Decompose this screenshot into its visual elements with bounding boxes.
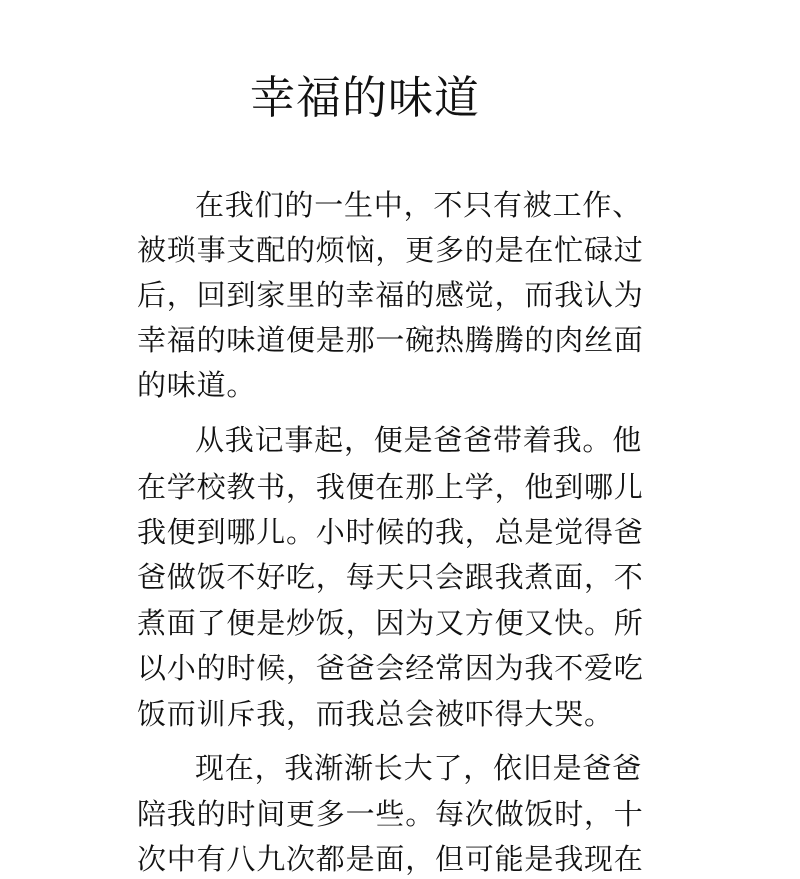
document-title: 幸福的味道 (250, 71, 481, 124)
paragraph-3-line-2: 陪我的时间更多一些。每次做饭时，十 (137, 797, 644, 831)
paragraph-1-line-2: 被琐事支配的烦恼，更多的是在忙碌过 (137, 233, 644, 267)
paragraph-2-line-6: 以小的时候，爸爸会经常因为我不爱吃 (137, 651, 644, 685)
paragraph-3-line-3: 次中有八九次都是面，但可能是我现在 (137, 842, 644, 876)
paragraph-1-line-1: 在我们的一生中，不只有被工作、 (195, 188, 643, 222)
paragraph-2-line-2: 在学校教书，我便在那上学，他到哪儿 (137, 470, 644, 504)
paragraph-2-line-3: 我便到哪儿。小时候的我，总是觉得爸 (137, 515, 644, 549)
paragraph-1-line-4: 幸福的味道便是那一碗热腾腾的肉丝面 (137, 323, 644, 357)
paragraph-3-line-1: 现在，我渐渐长大了，依旧是爸爸 (195, 751, 643, 785)
paragraph-2-line-5: 煮面了便是炒饭，因为又方便又快。所 (137, 606, 644, 640)
paragraph-2-line-4: 爸做饭不好吃，每天只会跟我煮面，不 (137, 560, 644, 594)
paragraph-1-line-3: 后，回到家里的幸福的感觉，而我认为 (137, 278, 644, 312)
paragraph-1-line-5: 的味道。 (137, 368, 257, 402)
paragraph-2-line-1: 从我记事起，便是爸爸带着我。他 (195, 423, 643, 457)
paragraph-2-line-7: 饭而训斥我，而我总会被吓得大哭。 (137, 697, 614, 731)
